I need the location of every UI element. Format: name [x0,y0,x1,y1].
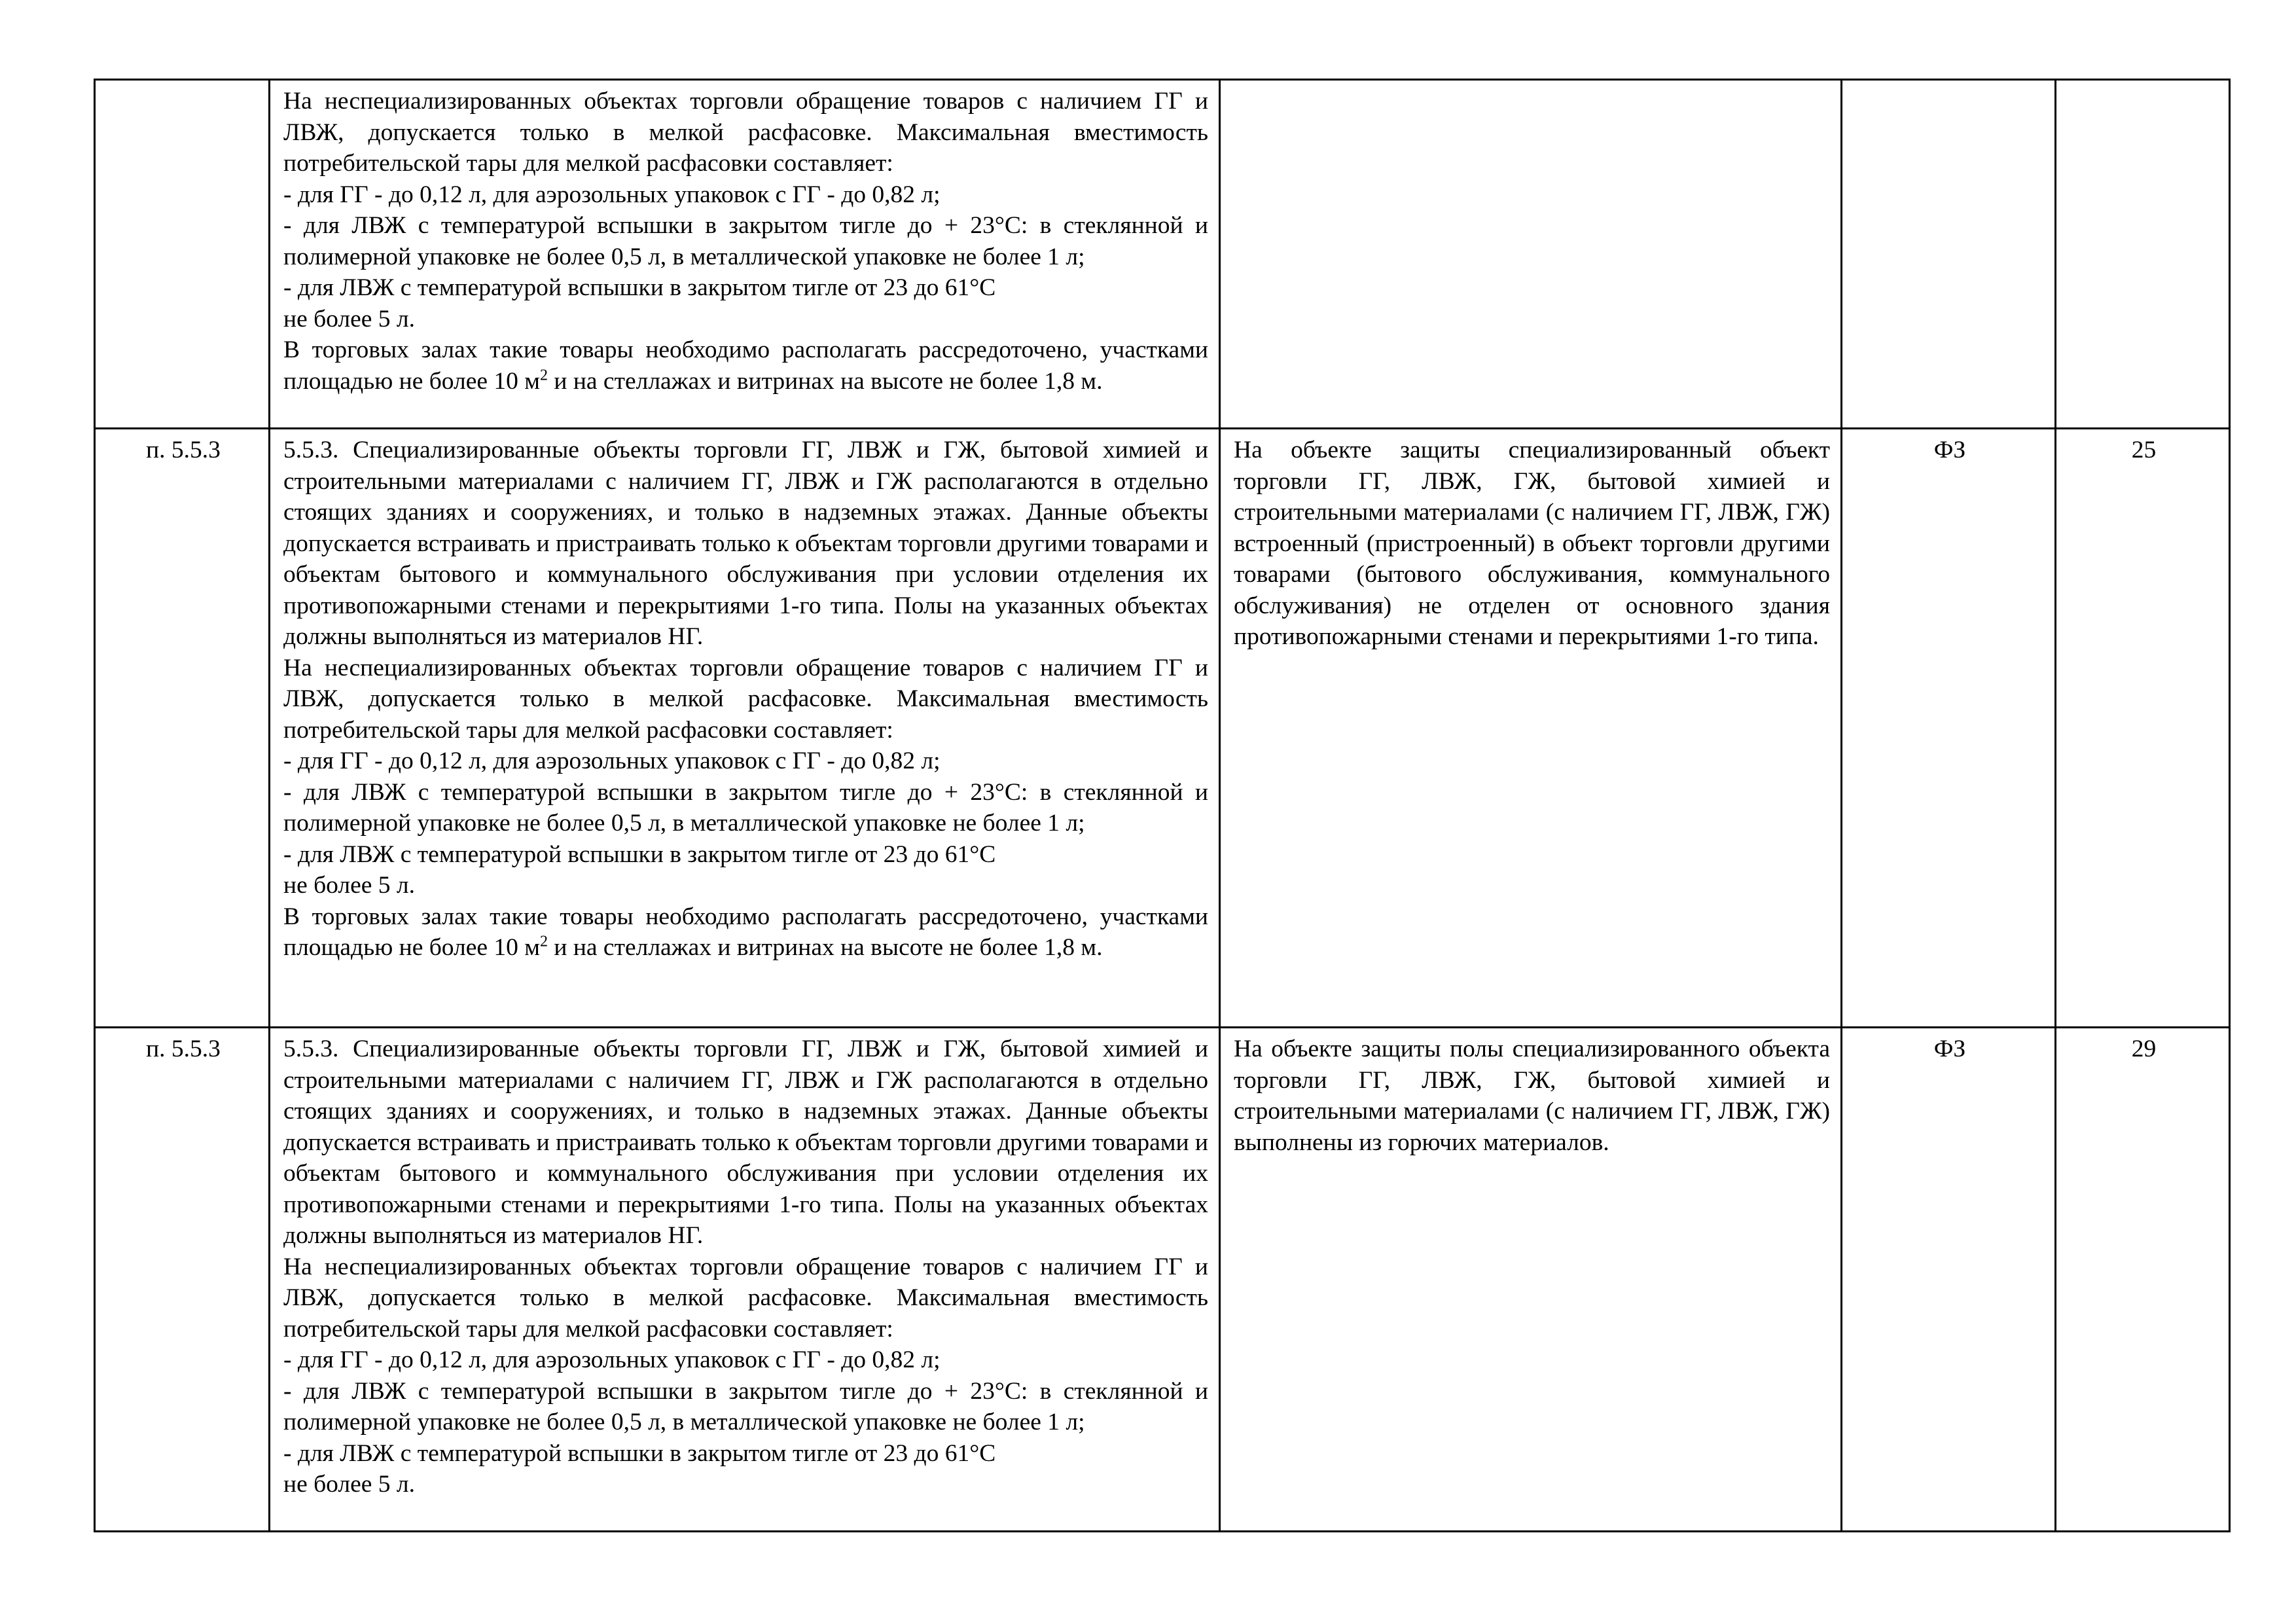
requirement-list-item: - для ЛВЖ с температурой вспышки в закрытом тигле до + 23°С: в стеклянной и полимерной упаковке не более 0,5 л, в металлической упаковке не более 1 л; [283,778,1208,837]
requirement-paragraph: На неспециализированных объектах торговли обращение товаров с наличием ГГ и ЛВЖ, допускается только в мелкой расфасовке. Максимальная вместимость потребительской тары для мелкой расфасовки составляет: [283,88,1208,177]
table-row [95,80,2230,429]
clause-ref-cell: п. 5.5.3 [95,1028,270,1532]
requirement-text: В торговых залах такие товары необходимо располагать рассредоточено, участками площадью не более 10 м [283,336,1208,395]
requirement-paragraph: На неспециализированных объектах торговли обращение товаров с наличием ГГ и ЛВЖ, допускается только в мелкой расфасовке. Максимальная вместимость потребительской тары для мелкой расфасовки составляет: [283,654,1208,744]
table-row [95,429,2230,1028]
requirement-list-item: - для ЛВЖ с температурой вспышки в закрытом тигле до + 23°С: в стеклянной и полимерной упаковке не более 0,5 л, в металлической упаковке не более 1 л; [283,1377,1208,1435]
requirement-list-item: - для ЛВЖ с температурой вспышки в закрытом тигле от 23 до 61°С [283,1439,996,1467]
requirement-list-item: - для ГГ - до 0,12 л, для аэрозольных упаковок с ГГ - до 0,82 л; [283,748,941,774]
requirement-paragraph [283,901,1208,964]
requirement-paragraph: 5.5.3. Специализированные объекты торговли ГГ, ЛВЖ и ГЖ, бытовой химией и строительными материалами с наличием ГГ, ЛВЖ и ГЖ располагаются в отдельно стоящих зданиях и сооружениях, и только в надземных этажах. Данные объекты допускается встраивать и пристраивать только к объектам торговли другими товарами и объектам бытового и коммунального обслуживания при условии отделения их противопожарными стенами и перекрытиями 1-го типа. Полы на указанных объектах должны выполняться из материалов НГ. [283,437,1208,650]
number-cell [2056,80,2230,429]
superscript: 2 [540,367,548,384]
requirement-list-item: - для ГГ - до 0,12 л, для аэрозольных упаковок с ГГ - до 0,82 л; [283,181,941,208]
requirement-cell [270,1028,1220,1532]
number-cell: 25 [2056,429,2230,1028]
requirement-text: и на стеллажах и витринах на высоте не более 1,8 м. [548,934,1103,961]
requirement-list-item: - для ГГ - до 0,12 л, для аэрозольных упаковок с ГГ - до 0,82 л; [283,1346,941,1373]
law-cell [1842,80,2056,429]
law-cell: ФЗ [1842,429,2056,1028]
violation-cell: На объекте защиты специализированный объект торговли ГГ, ЛВЖ, ГЖ, бытовой химией и строительными материалами (с наличием ГГ, ЛВЖ, ГЖ) встроенный (пристроенный) в объект торговли другими товарами (бытового обслуживания, коммунального обслуживания) не отделен от основного здания противопожарными стенами и перекрытиями 1-го типа. [1220,429,1842,1028]
requirement-list-item: - для ЛВЖ с температурой вспышки в закрытом тигле от 23 до 61°С [283,274,996,301]
requirement-paragraph: На неспециализированных объектах торговли обращение товаров с наличием ГГ и ЛВЖ, допускается только в мелкой расфасовке. Максимальная вместимость потребительской тары для мелкой расфасовки составляет: [283,1253,1208,1343]
requirement-list-item: - для ЛВЖ с температурой вспышки в закрытом тигле от 23 до 61°С [283,840,996,868]
requirement-cell [270,80,1220,429]
requirement-list-item: - для ЛВЖ с температурой вспышки в закрытом тигле до + 23°С: в стеклянной и полимерной упаковке не более 0,5 л, в металлической упаковке не более 1 л; [283,212,1208,270]
requirement-paragraph [283,334,1208,397]
requirement-paragraph: 5.5.3. Специализированные объекты торговли ГГ, ЛВЖ и ГЖ, бытовой химией и строительными материалами с наличием ГГ, ЛВЖ и ГЖ располагаются в отдельно стоящих зданиях и сооружениях, и только в надземных этажах. Данные объекты допускается встраивать и пристраивать только к объектам торговли другими товарами и объектам бытового и коммунального обслуживания при условии отделения их противопожарными стенами и перекрытиями 1-го типа. Полы на указанных объектах должны выполняться из материалов НГ. [283,1036,1208,1249]
requirement-text: В торговых залах такие товары необходимо располагать рассредоточено, участками площадью не более 10 м [283,903,1208,961]
violation-cell [1220,80,1842,429]
law-cell: ФЗ [1842,1028,2056,1532]
requirement-text: и на стеллажах и витринах на высоте не более 1,8 м. [548,367,1103,395]
requirement-list-item: не более 5 л. [283,1471,416,1498]
superscript: 2 [540,933,548,950]
violations-table [94,79,2231,1532]
clause-ref-cell [95,80,270,429]
number-cell: 29 [2056,1028,2230,1532]
requirement-list-item: не более 5 л. [283,872,416,899]
requirement-cell [270,429,1220,1028]
violation-cell: На объекте защиты полы специализированного объекта торговли ГГ, ЛВЖ, ГЖ, бытовой химией и строительными материалами (с наличием ГГ, ЛВЖ, ГЖ) выполнены из горючих материалов. [1220,1028,1842,1532]
clause-ref-cell: п. 5.5.3 [95,429,270,1028]
requirement-list-item: не более 5 л. [283,305,416,333]
table-row [95,1028,2230,1532]
